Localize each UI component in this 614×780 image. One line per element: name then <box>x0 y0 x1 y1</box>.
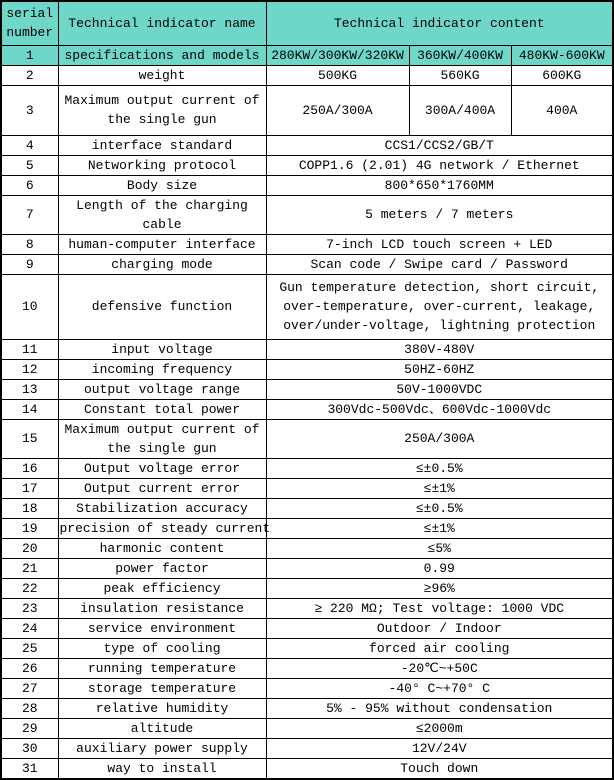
table-row <box>1 339 613 359</box>
table-row <box>1 618 613 638</box>
indicator-value-cell: 7-inch LCD touch screen + LED <box>266 234 613 254</box>
serial-number-cell: 31 <box>1 758 58 779</box>
indicator-name-cell: Output voltage error <box>58 458 266 478</box>
table-row <box>1 518 613 538</box>
indicator-value-cell: ≤±0.5% <box>266 498 613 518</box>
serial-number-cell: 22 <box>1 578 58 598</box>
indicator-value-cell: 600KG <box>511 65 613 85</box>
table-row <box>1 254 613 274</box>
spec-table-body <box>1 45 613 779</box>
indicator-name-cell: Networking protocol <box>58 155 266 175</box>
indicator-name-cell: peak efficiency <box>58 578 266 598</box>
table-row <box>1 738 613 758</box>
serial-number-cell: 8 <box>1 234 58 254</box>
indicator-value-cell: 300Vdc-500Vdc、600Vdc-1000Vdc <box>266 399 613 419</box>
indicator-value-cell: 5 meters / 7 meters <box>266 195 613 234</box>
table-row <box>1 65 613 85</box>
indicator-name-cell: defensive function <box>58 274 266 339</box>
indicator-value-cell: Touch down <box>266 758 613 779</box>
indicator-value-cell: 500KG <box>266 65 409 85</box>
table-row <box>1 558 613 578</box>
serial-number-cell: 4 <box>1 135 58 155</box>
col-header-serial-number: serial number <box>1 1 58 45</box>
serial-number-cell: 28 <box>1 698 58 718</box>
indicator-value-cell: 12V/24V <box>266 738 613 758</box>
indicator-name-cell: storage temperature <box>58 678 266 698</box>
indicator-value-cell: COPP1.6 (2.01) 4G network / Ethernet <box>266 155 613 175</box>
table-row <box>1 419 613 458</box>
serial-number-cell: 15 <box>1 419 58 458</box>
indicator-name-cell: human-computer interface <box>58 234 266 254</box>
table-row <box>1 498 613 518</box>
table-row <box>1 379 613 399</box>
indicator-value-cell: 560KG <box>409 65 511 85</box>
indicator-value-cell: ≥96% <box>266 578 613 598</box>
table-row <box>1 578 613 598</box>
indicator-value-cell: Outdoor / Indoor <box>266 618 613 638</box>
serial-number-cell: 5 <box>1 155 58 175</box>
col-header-indicator-content: Technical indicator content <box>266 1 613 45</box>
indicator-name-cell: relative humidity <box>58 698 266 718</box>
indicator-name-cell: auxiliary power supply <box>58 738 266 758</box>
indicator-name-cell: input voltage <box>58 339 266 359</box>
serial-number-cell: 7 <box>1 195 58 234</box>
indicator-value-cell: 5% - 95% without condensation <box>266 698 613 718</box>
indicator-name-cell: charging mode <box>58 254 266 274</box>
table-row <box>1 718 613 738</box>
table-row <box>1 155 613 175</box>
table-row <box>1 658 613 678</box>
indicator-value-cell: Scan code / Swipe card / Password <box>266 254 613 274</box>
indicator-name-cell: Constant total power <box>58 399 266 419</box>
indicator-value-cell: Gun temperature detection, short circuit, over-temperature, over-current, leakage, over/under-voltage, lightning protection <box>266 274 613 339</box>
table-row <box>1 359 613 379</box>
indicator-value-cell: ≤±1% <box>266 518 613 538</box>
indicator-value-cell: 800*650*1760MM <box>266 175 613 195</box>
table-row <box>1 175 613 195</box>
indicator-value-cell: 360KW/400KW <box>409 45 511 65</box>
indicator-name-cell: Maximum output current of the single gun <box>58 419 266 458</box>
serial-number-cell: 12 <box>1 359 58 379</box>
serial-number-cell: 21 <box>1 558 58 578</box>
serial-number-cell: 27 <box>1 678 58 698</box>
indicator-value-cell: -20℃~+50C <box>266 658 613 678</box>
serial-number-cell: 18 <box>1 498 58 518</box>
col-header-indicator-name: Technical indicator name <box>58 1 266 45</box>
indicator-name-cell: altitude <box>58 718 266 738</box>
indicator-value-cell: forced air cooling <box>266 638 613 658</box>
indicator-value-cell: 280KW/300KW/320KW <box>266 45 409 65</box>
table-row <box>1 45 613 65</box>
serial-number-cell: 30 <box>1 738 58 758</box>
indicator-value-cell: ≤5% <box>266 538 613 558</box>
serial-number-cell: 1 <box>1 45 58 65</box>
table-row <box>1 135 613 155</box>
serial-number-cell: 11 <box>1 339 58 359</box>
table-row <box>1 698 613 718</box>
indicator-value-cell: ≥ 220 MΩ; Test voltage: 1000 VDC <box>266 598 613 618</box>
serial-number-cell: 2 <box>1 65 58 85</box>
indicator-name-cell: incoming frequency <box>58 359 266 379</box>
serial-number-cell: 26 <box>1 658 58 678</box>
table-row <box>1 638 613 658</box>
serial-number-cell: 14 <box>1 399 58 419</box>
indicator-value-cell: 480KW-600KW <box>511 45 613 65</box>
indicator-name-cell: Output current error <box>58 478 266 498</box>
serial-number-cell: 13 <box>1 379 58 399</box>
serial-number-cell: 16 <box>1 458 58 478</box>
indicator-value-cell: 250A/300A <box>266 419 613 458</box>
indicator-name-cell: output voltage range <box>58 379 266 399</box>
serial-number-cell: 9 <box>1 254 58 274</box>
serial-number-cell: 23 <box>1 598 58 618</box>
table-row <box>1 195 613 234</box>
table-header <box>1 1 613 45</box>
table-row <box>1 458 613 478</box>
indicator-name-cell: harmonic content <box>58 538 266 558</box>
indicator-name-cell: precision of steady current <box>58 518 266 538</box>
indicator-name-cell: type of cooling <box>58 638 266 658</box>
indicator-name-cell: Stabilization accuracy <box>58 498 266 518</box>
indicator-name-cell: service environment <box>58 618 266 638</box>
table-row <box>1 758 613 779</box>
indicator-value-cell: ≤2000m <box>266 718 613 738</box>
indicator-value-cell: 380V-480V <box>266 339 613 359</box>
table-row <box>1 274 613 339</box>
indicator-name-cell: way to install <box>58 758 266 779</box>
indicator-name-cell: weight <box>58 65 266 85</box>
serial-number-cell: 6 <box>1 175 58 195</box>
table-row <box>1 399 613 419</box>
indicator-name-cell: insulation resistance <box>58 598 266 618</box>
indicator-value-cell: 400A <box>511 85 613 135</box>
indicator-name-cell: running temperature <box>58 658 266 678</box>
indicator-name-cell: interface standard <box>58 135 266 155</box>
indicator-value-cell: 0.99 <box>266 558 613 578</box>
table-row <box>1 85 613 135</box>
indicator-name-cell: power factor <box>58 558 266 578</box>
serial-number-cell: 3 <box>1 85 58 135</box>
table-row <box>1 598 613 618</box>
indicator-name-cell: Length of the charging cable <box>58 195 266 234</box>
indicator-value-cell: CCS1/CCS2/GB/T <box>266 135 613 155</box>
indicator-value-cell: 50HZ-60HZ <box>266 359 613 379</box>
serial-number-cell: 20 <box>1 538 58 558</box>
serial-number-cell: 10 <box>1 274 58 339</box>
serial-number-cell: 29 <box>1 718 58 738</box>
indicator-value-cell: 50V-1000VDC <box>266 379 613 399</box>
indicator-value-cell: -40° C~+70° C <box>266 678 613 698</box>
header-row <box>1 1 613 45</box>
indicator-value-cell: ≤±0.5% <box>266 458 613 478</box>
table-row <box>1 478 613 498</box>
table-row <box>1 678 613 698</box>
table-row <box>1 538 613 558</box>
serial-number-cell: 19 <box>1 518 58 538</box>
serial-number-cell: 25 <box>1 638 58 658</box>
indicator-name-cell: Maximum output current of the single gun <box>58 85 266 135</box>
indicator-value-cell: 250A/300A <box>266 85 409 135</box>
indicator-name-cell: specifications and models <box>58 45 266 65</box>
indicator-value-cell: ≤±1% <box>266 478 613 498</box>
indicator-value-cell: 300A/400A <box>409 85 511 135</box>
serial-number-cell: 17 <box>1 478 58 498</box>
table-row <box>1 234 613 254</box>
indicator-name-cell: Body size <box>58 175 266 195</box>
serial-number-cell: 24 <box>1 618 58 638</box>
